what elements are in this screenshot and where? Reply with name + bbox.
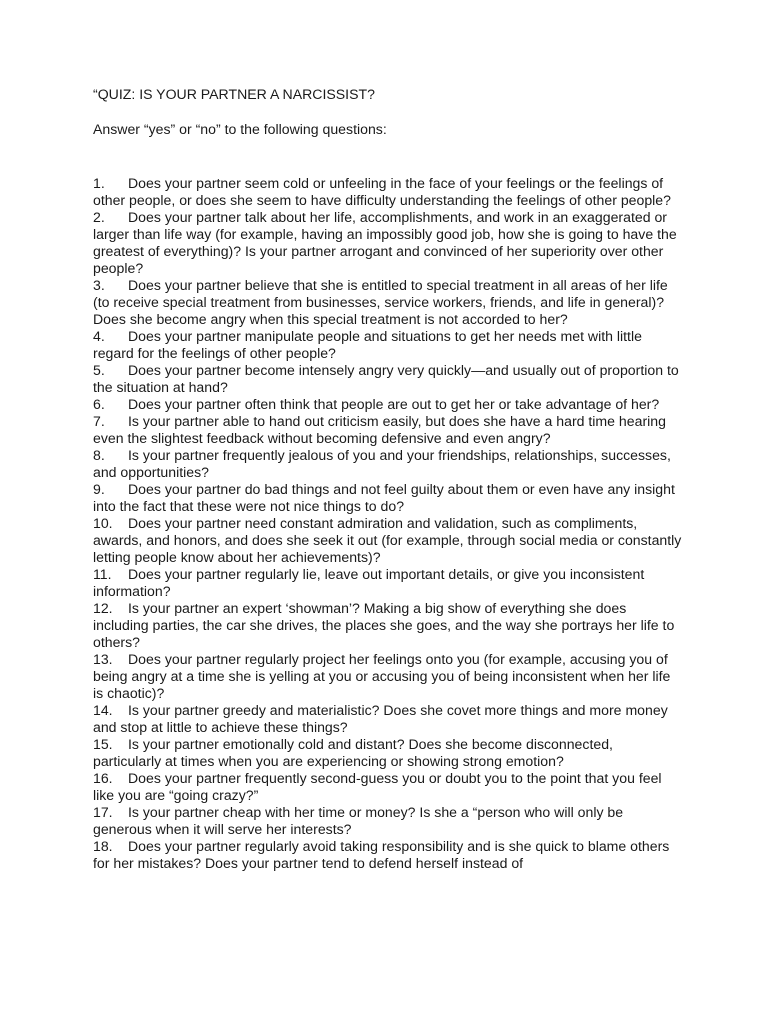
question-text: Does your partner regularly avoid taking responsibility and is she quick to blame others for her mistakes? Does your partner tend to defend herself instead of (93, 838, 670, 871)
question-text: Does your partner regularly lie, leave out important details, or give you inconsistent information? (93, 566, 645, 599)
question-number: 7. (93, 413, 105, 429)
question-text: Does your partner need constant admiration and validation, such as compliments, awards, and honors, and does she seek it out (for example, through social media or constantly letting people know about her achievements)? (93, 515, 682, 565)
question-list (93, 175, 683, 872)
question-item (93, 600, 683, 651)
question-item (93, 413, 683, 447)
question-item (93, 481, 683, 515)
question-item (93, 396, 683, 413)
question-text: Does your partner do bad things and not feel guilty about them or even have any insight into the fact that these were not nice things to do? (93, 481, 675, 514)
document-title: “QUIZ: IS YOUR PARTNER A NARCISSIST? (93, 86, 375, 102)
question-text: Is your partner able to hand out criticism easily, but does she have a hard time hearing even the slightest feedback without becoming defensive and even angry? (93, 413, 666, 446)
question-item (93, 651, 683, 702)
question-number: 12. (93, 600, 113, 616)
question-number: 14. (93, 702, 113, 718)
question-number: 8. (93, 447, 105, 463)
question-item (93, 515, 683, 566)
question-text: Does your partner talk about her life, accomplishments, and work in an exaggerated or larger than life way (for example, having an impossibly good job, how she is going to have the greatest of everything)? Is your partner arrogant and convinced of her superiority over other people? (93, 209, 677, 276)
question-text: Is your partner emotionally cold and distant? Does she become disconnected, particularly at times when you are experiencing or showing strong emotion? (93, 736, 613, 769)
question-item (93, 804, 683, 838)
question-item (93, 838, 683, 872)
question-text: Does your partner frequently second-guess you or doubt you to the point that you feel like you are “going crazy?” (93, 770, 662, 803)
question-item (93, 328, 683, 362)
question-number: 5. (93, 362, 105, 378)
question-number: 16. (93, 770, 113, 786)
question-number: 4. (93, 328, 105, 344)
question-item (93, 175, 683, 209)
question-text: Is your partner greedy and materialistic? Does she covet more things and more money and stop at little to achieve these things? (93, 702, 668, 735)
question-number: 17. (93, 804, 113, 820)
question-item (93, 277, 683, 328)
question-number: 11. (93, 566, 112, 582)
question-item (93, 447, 683, 481)
question-number: 6. (93, 396, 105, 412)
instructions-text: Answer “yes” or “no” to the following questions: (93, 121, 387, 137)
question-number: 1. (93, 175, 105, 191)
question-item (93, 770, 683, 804)
question-text: Is your partner an expert ‘showman’? Making a big show of everything she does including parties, the car she drives, the places she goes, and the way she portrays her life to others? (93, 600, 675, 650)
question-item (93, 362, 683, 396)
question-number: 3. (93, 277, 105, 293)
question-text: Is your partner cheap with her time or money? Is she a “person who will only be generous when it will serve her interests? (93, 804, 624, 837)
question-number: 13. (93, 651, 113, 667)
question-number: 9. (93, 481, 105, 497)
document-page (93, 86, 683, 872)
question-number: 18. (93, 838, 113, 854)
question-text: Does your partner manipulate people and situations to get her needs met with little regard for the feelings of other people? (93, 328, 642, 361)
question-text: Does your partner often think that people are out to get her or take advantage of her? (128, 396, 660, 412)
question-item (93, 566, 683, 600)
question-text: Does your partner regularly project her feelings onto you (for example, accusing you of being angry at a time she is yelling at you or accusing you of being inconsistent when her life is chaotic)? (93, 651, 671, 701)
question-text: Does your partner seem cold or unfeeling in the face of your feelings or the feelings of other people, or does she seem to have difficulty understanding the feelings of other people? (93, 175, 671, 208)
question-number: 15. (93, 736, 113, 752)
question-item (93, 209, 683, 277)
question-item (93, 702, 683, 736)
question-number: 10. (93, 515, 113, 531)
question-text: Does your partner become intensely angry very quickly—and usually out of proportion to the situation at hand? (93, 362, 679, 395)
question-number: 2. (93, 209, 105, 225)
question-item (93, 736, 683, 770)
question-text: Is your partner frequently jealous of you and your friendships, relationships, successes, and opportunities? (93, 447, 671, 480)
question-text: Does your partner believe that she is entitled to special treatment in all areas of her life (to receive special treatment from businesses, service workers, friends, and life in general)? Does she become angry when this special treatment is not accorded to her? (93, 277, 668, 327)
